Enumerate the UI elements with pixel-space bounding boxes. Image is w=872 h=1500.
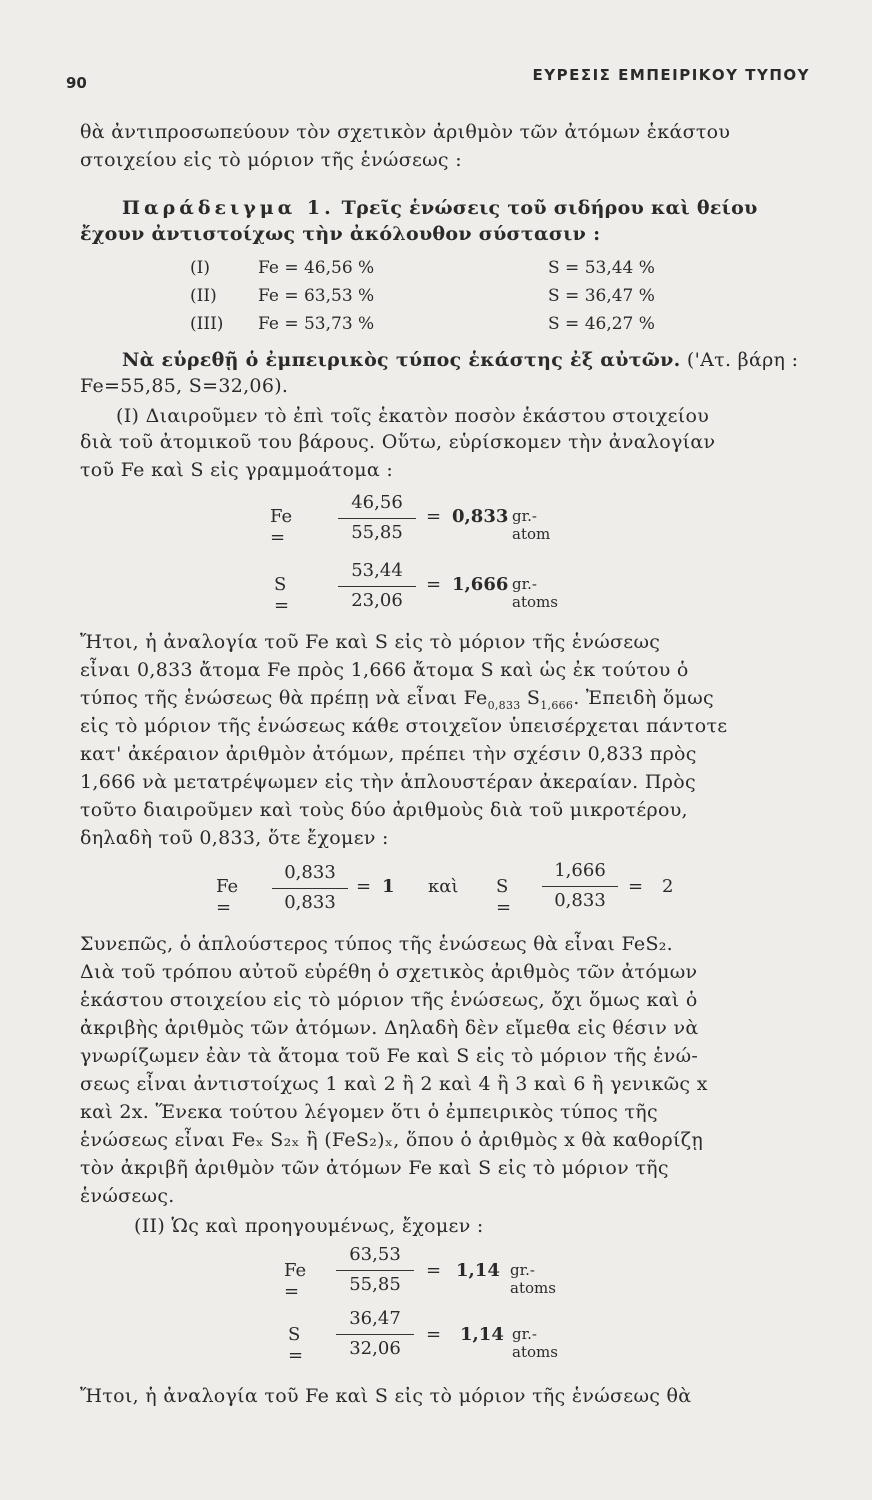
result-unit: gr.-atom [512,507,551,543]
result-unit: gr.-atoms [512,1325,558,1361]
example-heading: Παράδειγμα 1. [122,197,335,219]
example-text: ἔχουν ἀντιστοίχως τὴν ἀκόλουθον σύστασιν : [80,223,601,245]
question-line [122,348,814,372]
page-number: 90 [66,74,87,92]
question-bold: Νὰ εὑρεθῇ ὁ ἐμπειρικὸς τύπος ἑκάστης ἐξ αὐτῶν. [122,349,681,371]
composition-fe: Fe = 53,73 % [258,314,375,334]
composition-fe: Fe = 46,56 % [258,258,375,278]
equation-lhs: S = [288,1324,304,1366]
example-text: Τρεῖς ἑνώσεις τοῦ σιδήρου καὶ θείου [334,197,758,219]
text-line: καὶ 2x. Ἕνεκα τούτου λέγομεν ὅτι ὁ ἐμπειρικὸς τύπος τῆς [80,1101,658,1123]
text-line: δηλαδὴ τοῦ 0,833, ὅτε ἔχομεν : [80,827,389,849]
text-line: ἑκάστου στοιχείου εἰς τὸ μόριον τῆς ἑνώσεως, ὄχι ὅμως καὶ ὁ [80,989,698,1011]
equation-lhs: Fe = [270,506,293,548]
text-line: ἑνώσεως. [80,1185,175,1207]
equation-lhs: S = [496,876,512,918]
fraction-numerator: 63,53 [349,1244,401,1265]
fraction-numerator: 46,56 [351,492,403,513]
text-line: εἰς τὸ μόριον τῆς ἑνώσεως κάθε στοιχεῖον ὑπεισέρχεται πάντοτε [80,715,728,737]
result-value: 1,666 [452,574,509,595]
text-line: τοῦτο διαιροῦμεν καὶ τοὺς δύο ἀριθμοὺς διὰ τοῦ μικροτέρου, [80,799,688,821]
fraction-bar [338,586,416,587]
subscript: 1,666 [540,698,574,712]
conjunction: καὶ [428,876,459,897]
text-line: (I) Διαιροῦμεν τὸ ἐπὶ τοῖς ἑκατὸν ποσὸν ἑκάστου στοιχείου [116,405,710,427]
fraction-numerator: 0,833 [284,862,336,883]
fraction-denominator: 0,833 [554,890,606,911]
fraction-denominator: 32,06 [349,1338,401,1359]
text-fragment: S [520,687,541,709]
fraction-numerator: 53,44 [351,560,403,581]
text-line: θὰ ἀντιπροσωπεύουν τὸν σχετικὸν ἀριθμὸν τῶν ἀτόμων ἑκάστου [80,121,731,143]
equation-lhs: Fe = [216,876,239,918]
text-line: Fe=55,85, S=32,06). [80,375,289,397]
fraction-denominator: 55,85 [351,522,403,543]
composition-label: (III) [190,314,224,334]
equals-sign: = [426,1324,442,1345]
example-heading-line [122,196,814,220]
fraction-bar [336,1270,414,1271]
text-line: (II) Ὡς καὶ προηγουμένως, ἔχομεν : [134,1215,484,1237]
composition-s: S = 53,44 % [548,258,655,278]
text-line: Ἤτοι, ἡ ἀναλογία τοῦ Fe καὶ S εἰς τὸ μόριον τῆς ἑνώσεως θὰ [80,1385,692,1407]
equals-sign: = [426,1260,442,1281]
text-line: τὸν ἀκριβῆ ἀριθμὸν τῶν ἀτόμων Fe καὶ S εἰς τὸ μόριον τῆς [80,1157,669,1179]
result-value: 2 [662,876,674,897]
text-line: στοιχείου εἰς τὸ μόριον τῆς ἑνώσεως : [80,149,462,171]
composition-s: S = 46,27 % [548,314,655,334]
fraction-bar [542,886,618,887]
text-line: διὰ τοῦ ἀτομικοῦ του βάρους. Οὕτω, εὑρίσκομεν τὴν ἀναλογίαν [80,431,716,453]
text-line: ἀκριβὴς ἀριθμὸς τῶν ἀτόμων. Δηλαδὴ δὲν εἴμεθα εἰς θέσιν νὰ [80,1017,699,1039]
text-line: εἶναι 0,833 ἄτομα Fe πρὸς 1,666 ἄτομα S καὶ ὡς ἐκ τούτου ὁ [80,659,689,681]
fraction-bar [336,1334,414,1335]
running-title: ΕΥΡΕΣΙΣ ΕΜΠΕΙΡΙΚΟΥ ΤΥΠΟΥ [532,66,810,84]
text-fragment: . Ἐπειδὴ ὅμως [573,687,714,709]
equals-sign: = [426,506,442,527]
fraction-numerator: 36,47 [349,1308,401,1329]
question-rest: ('Ατ. βάρη : [680,349,799,371]
text-line: ἑνώσεως εἶναι Feₓ S₂ₓ ἢ (FeS₂)ₓ, ὅπου ὁ ἀριθμὸς x θὰ καθορίζῃ [80,1129,704,1151]
text-line: Ἤτοι, ἡ ἀναλογία τοῦ Fe καὶ S εἰς τὸ μόριον τῆς ἑνώσεως [80,631,661,653]
text-line: Διὰ τοῦ τρόπου αὐτοῦ εὑρέθη ὁ σχετικὸς ἀριθμὸς τῶν ἀτόμων [80,961,698,983]
equation-lhs: S = [274,574,290,616]
text-line: Συνεπῶς, ὁ ἁπλούστερος τύπος τῆς ἑνώσεως θὰ εἶναι FeS₂. [80,933,674,955]
equals-sign: = [356,876,372,897]
fraction-bar [272,888,348,889]
text-line: 1,666 νὰ μετατρέψωμεν εἰς τὴν ἁπλουστέραν ἀκεραίαν. Πρὸς [80,771,696,793]
equals-sign: = [628,876,644,897]
text-fragment: τύπος τῆς ἑνώσεως θὰ πρέπῃ νὰ εἶναι Fe [80,687,488,709]
text-line: κατ' ἀκέραιον ἀριθμὸν ἀτόμων, πρέπει τὴν σχέσιν 0,833 πρὸς [80,743,697,765]
fraction-bar [338,518,416,519]
text-line: τοῦ Fe καὶ S εἰς γραμμοάτομα : [80,459,394,481]
result-value: 0,833 [452,506,509,527]
subscript: 0,833 [487,698,521,712]
result-value: 1,14 [460,1324,504,1345]
result-value: 1 [382,876,395,897]
equals-sign: = [426,574,442,595]
composition-s: S = 36,47 % [548,286,655,306]
result-value: 1,14 [456,1260,500,1281]
fraction-denominator: 23,06 [351,590,403,611]
text-line: γνωρίζωμεν ἐὰν τὰ ἄτομα τοῦ Fe καὶ S εἰς τὸ μόριον τῆς ἑνώ- [80,1045,699,1067]
composition-fe: Fe = 63,53 % [258,286,375,306]
fraction-denominator: 55,85 [349,1274,401,1295]
result-unit: gr.-atoms [510,1261,556,1297]
equation-lhs: Fe = [284,1260,307,1302]
result-unit: gr.-atoms [512,575,558,611]
composition-label: (II) [190,286,217,306]
text-line: σεως εἶναι ἀντιστοίχως 1 καὶ 2 ἢ 2 καὶ 4 ἢ 3 καὶ 6 ἢ γενικῶς x [80,1073,708,1095]
fraction-numerator: 1,666 [554,860,606,881]
composition-label: (I) [190,258,210,278]
fraction-denominator: 0,833 [284,892,336,913]
